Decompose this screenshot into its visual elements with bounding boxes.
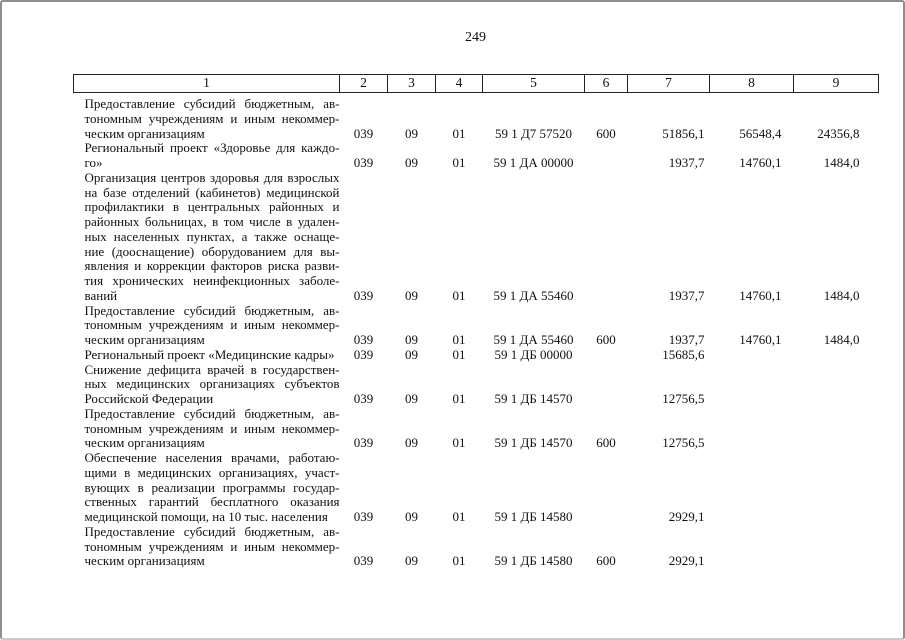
target-article-cell: 59 1 ДБ 14580 xyxy=(494,553,573,569)
header-col-2: 2 xyxy=(340,75,388,93)
header-col-4: 4 xyxy=(436,75,483,93)
amount-year1-cell: 12756,5 xyxy=(662,435,705,451)
amount-year2-cell xyxy=(710,363,794,407)
amount-year1-cell: 1937,7 xyxy=(668,287,705,303)
expense-type-cell: 600 xyxy=(596,125,616,141)
amount-year2-cell: 56548,4 xyxy=(739,125,782,141)
podrazdel-cell: 01 xyxy=(452,332,466,347)
grbs-cell: 039 xyxy=(353,553,374,569)
header-col-7: 7 xyxy=(628,75,710,93)
grbs-cell: 039 xyxy=(353,391,374,406)
desc-cell: Региональный проект «Медицинские кадры» xyxy=(84,346,335,362)
grbs-cell: 039 xyxy=(353,435,374,451)
amount-year2-cell: 14760,1 xyxy=(739,287,782,303)
amount-year3-cell: 1484,0 xyxy=(823,332,860,347)
desc-cell: Предоставление субсидий бюджетным, ав- тономным учреждениям и иным некоммер- ческим организациям xyxy=(84,302,340,347)
table-row xyxy=(74,141,879,171)
table-row xyxy=(74,93,879,142)
amount-year3-cell xyxy=(794,407,879,451)
grbs-cell: 039 xyxy=(353,332,374,347)
desc-cell: Обеспечение населения врачами, работаю- щими в медицинских организациях, участ- вующих в реализации программы государ- ственных гарантий бесплатного оказания медицинской помощи, на 10 тыс. населения xyxy=(84,450,340,524)
podrazdel-cell: 01 xyxy=(452,509,466,524)
podrazdel-cell: 01 xyxy=(452,155,466,170)
amount-year2-cell xyxy=(710,451,794,525)
table-row xyxy=(74,407,879,451)
page-number: 249 xyxy=(465,30,486,45)
header-col-9: 9 xyxy=(794,75,879,93)
header-col-1: 1 xyxy=(74,75,340,93)
amount-year1-cell: 2929,1 xyxy=(668,553,705,569)
amount-year2-cell xyxy=(710,407,794,451)
table-row xyxy=(74,171,879,304)
razdel-cell: 09 xyxy=(405,509,418,524)
amount-year2-cell: 14760,1 xyxy=(739,155,782,170)
amount-year3-cell: 1484,0 xyxy=(823,155,860,170)
razdel-cell: 09 xyxy=(405,391,418,406)
table-row xyxy=(74,451,879,525)
podrazdel-cell: 01 xyxy=(452,553,466,569)
razdel-cell: 09 xyxy=(405,287,418,303)
target-article-cell: 59 1 Д7 57520 xyxy=(494,125,573,141)
header-col-8: 8 xyxy=(710,75,794,93)
amount-year3-cell xyxy=(794,348,879,363)
amount-year3-cell xyxy=(794,451,879,525)
desc-cell: Региональный проект «Здоровье для каждо- го» xyxy=(84,140,340,170)
podrazdel-cell: 01 xyxy=(452,435,466,451)
desc-cell: Предоставление субсидий бюджетным, ав- тономным учреждениям и иным некоммер- ческим организациям xyxy=(84,523,340,569)
expense-type-cell xyxy=(585,348,628,363)
grbs-cell: 039 xyxy=(353,155,374,170)
amount-year2-cell: 14760,1 xyxy=(739,332,782,347)
podrazdel-cell: 01 xyxy=(452,346,466,362)
budget-table xyxy=(73,74,879,569)
razdel-cell: 09 xyxy=(405,435,418,451)
table-row xyxy=(74,304,879,348)
razdel-cell: 09 xyxy=(405,346,418,362)
desc-cell: Предоставление субсидий бюджетным, ав- тономным учреждениям и иным некоммер- ческим организациям xyxy=(84,96,340,141)
amount-year1-cell: 15685,6 xyxy=(662,346,705,362)
header-col-5: 5 xyxy=(483,75,585,93)
razdel-cell: 09 xyxy=(405,155,418,170)
amount-year1-cell: 51856,1 xyxy=(662,125,705,141)
target-article-cell: 59 1 ДБ 14570 xyxy=(494,391,573,406)
expense-type-cell xyxy=(585,451,628,525)
amount-year3-cell: 24356,8 xyxy=(817,125,860,141)
razdel-cell: 09 xyxy=(405,553,418,569)
table-header-row xyxy=(74,75,879,93)
amount-year1-cell: 1937,7 xyxy=(668,332,705,347)
desc-cell: Снижение дефицита врачей в государствен- ных медицинских организациях субъектов Российской Федерации xyxy=(84,361,340,406)
expense-type-cell xyxy=(585,363,628,407)
amount-year2-cell xyxy=(710,348,794,363)
amount-year2-cell xyxy=(710,525,794,569)
grbs-cell: 039 xyxy=(353,287,374,303)
grbs-cell: 039 xyxy=(353,346,374,362)
grbs-cell: 039 xyxy=(353,125,374,141)
amount-year1-cell: 1937,7 xyxy=(668,155,705,170)
expense-type-cell xyxy=(585,171,628,304)
amount-year3-cell xyxy=(794,525,879,569)
expense-type-cell: 600 xyxy=(596,332,616,347)
target-article-cell: 59 1 ДА 55460 xyxy=(493,287,574,303)
podrazdel-cell: 01 xyxy=(452,125,466,141)
podrazdel-cell: 01 xyxy=(452,287,466,303)
expense-type-cell xyxy=(585,141,628,171)
podrazdel-cell: 01 xyxy=(452,391,466,406)
expense-type-cell: 600 xyxy=(596,553,616,569)
razdel-cell: 09 xyxy=(405,332,418,347)
header-col-3: 3 xyxy=(388,75,436,93)
table-row xyxy=(74,525,879,569)
razdel-cell: 09 xyxy=(405,125,418,141)
target-article-cell: 59 1 ДА 00000 xyxy=(493,155,574,170)
target-article-cell: 59 1 ДБ 14570 xyxy=(494,435,573,451)
amount-year1-cell: 2929,1 xyxy=(668,509,705,524)
header-col-6: 6 xyxy=(585,75,628,93)
table-row xyxy=(74,363,879,407)
expense-type-cell: 600 xyxy=(596,435,616,451)
desc-cell: Организация центров здоровья для взрослых на базе отделений (кабинетов) медицинской профилактики в центральных районных и районных больницах, в том числе в удален- ных населенных пунктах, а также оснаще- ние (дооснащение) оборудованием для вы- явления и коррекции факторов риска разви- тия хронических неинфекционных заболе- ваний xyxy=(84,169,340,303)
target-article-cell: 59 1 ДБ 00000 xyxy=(494,346,573,362)
amount-year3-cell: 1484,0 xyxy=(823,287,860,303)
amount-year1-cell: 12756,5 xyxy=(662,391,705,406)
target-article-cell: 59 1 ДА 55460 xyxy=(493,332,574,347)
target-article-cell: 59 1 ДБ 14580 xyxy=(494,509,573,524)
desc-cell: Предоставление субсидий бюджетным, ав- тономным учреждениям и иным некоммер- ческим организациям xyxy=(84,405,340,451)
amount-year3-cell xyxy=(794,363,879,407)
table-row xyxy=(74,348,879,363)
grbs-cell: 039 xyxy=(353,509,374,524)
